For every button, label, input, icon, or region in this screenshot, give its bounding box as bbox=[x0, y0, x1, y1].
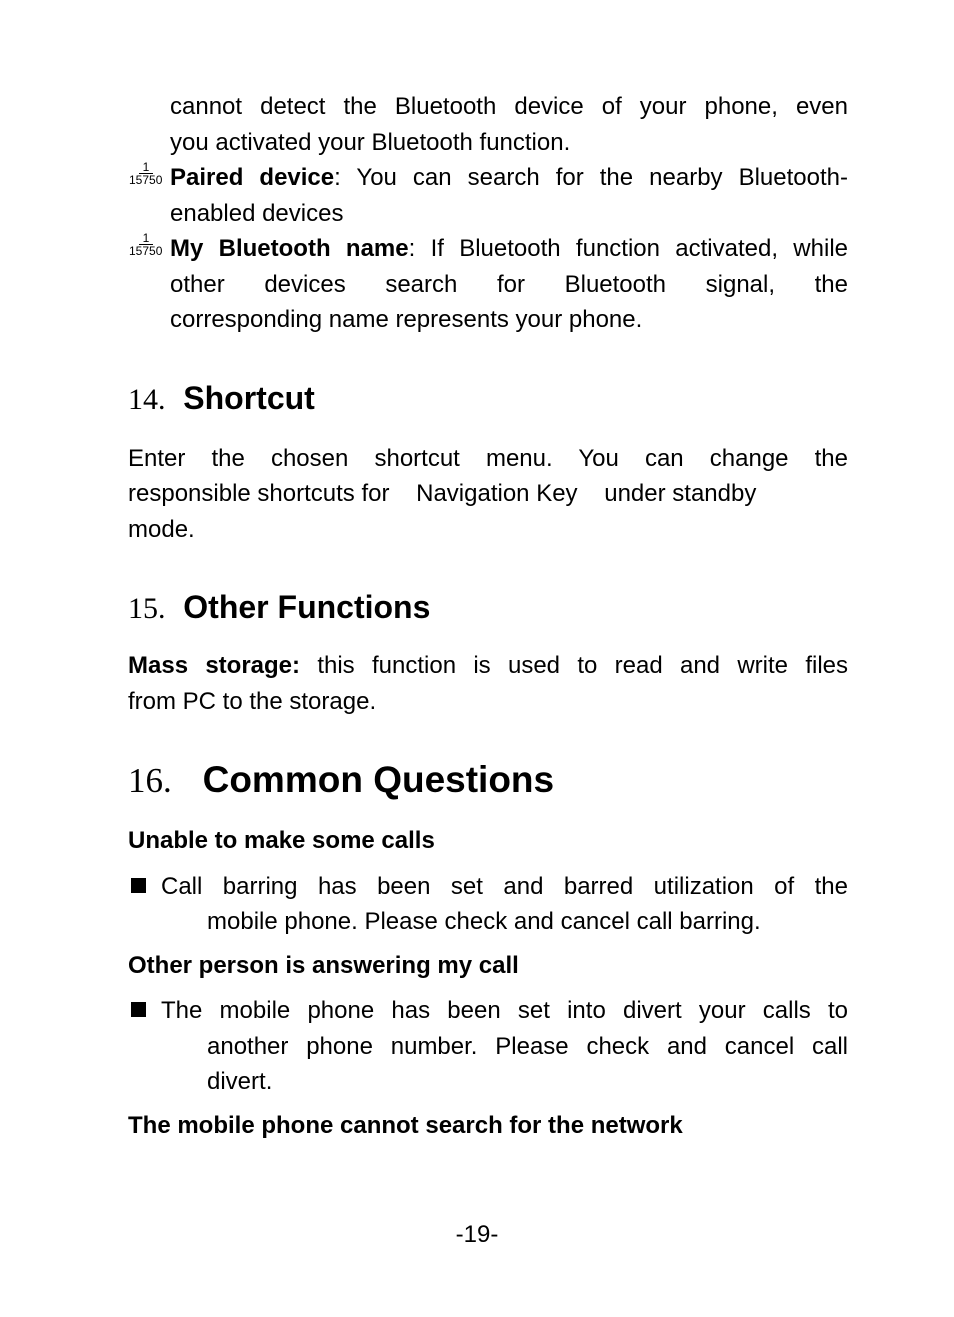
mass-storage-line-2: from PC to the storage. bbox=[128, 688, 377, 715]
question-2-heading: Other person is answering my call bbox=[128, 952, 519, 979]
answer-2-line-2: another phone number. Please check and cancel call bbox=[207, 1033, 848, 1060]
shortcut-line-3: mode. bbox=[128, 516, 195, 543]
section-14-heading: 14. Shortcut bbox=[128, 380, 315, 416]
answer-1-line-2: mobile phone. Please check and cancel call barring. bbox=[207, 908, 761, 935]
section-15-heading: 15. Other Functions bbox=[128, 589, 431, 625]
continued-line-1: cannot detect the Bluetooth device of your phone, even bbox=[170, 93, 848, 120]
shortcut-line-1: Enter the chosen shortcut menu. You can change the bbox=[128, 445, 848, 472]
bullet-square-icon bbox=[131, 1002, 146, 1017]
section-16-heading: 16. Common Questions bbox=[128, 759, 555, 800]
paired-device-line-1: Paired device: You can search for the nearby Bluetooth- bbox=[170, 164, 848, 191]
answer-1-line-1: Call barring has been set and barred utilization of the bbox=[161, 873, 848, 900]
bluetooth-name-line-3: corresponding name represents your phone. bbox=[170, 306, 643, 333]
question-1-heading: Unable to make some calls bbox=[128, 827, 435, 854]
mass-storage-line-1: Mass storage: this function is used to read and write files bbox=[128, 652, 848, 679]
page-number: -19- bbox=[455, 1221, 499, 1248]
continued-line-2: you activated your Bluetooth function. bbox=[170, 129, 571, 156]
fraction-marker-icon: $\frac{1}{15750}$ bbox=[129, 231, 163, 258]
answer-2-line-3: divert. bbox=[207, 1068, 273, 1095]
shortcut-line-2: responsible shortcuts for Navigation Key under standby bbox=[128, 480, 757, 507]
bluetooth-name-line-1: My Bluetooth name: If Bluetooth function activated, while bbox=[170, 235, 849, 262]
question-3-heading: The mobile phone cannot search for the network bbox=[128, 1112, 683, 1139]
bluetooth-name-term: My Bluetooth name bbox=[170, 235, 409, 262]
answer-2-line-1: The mobile phone has been set into divert your calls to bbox=[161, 997, 848, 1024]
mass-storage-term: Mass storage: bbox=[128, 652, 301, 679]
bullet-square-icon bbox=[131, 878, 146, 893]
paired-device-line-2: enabled devices bbox=[170, 200, 344, 227]
fraction-marker-icon: $\frac{1}{15750}$ bbox=[129, 160, 163, 187]
bluetooth-name-line-2: other devices search for Bluetooth signal, the bbox=[170, 271, 848, 298]
paired-device-term: Paired device bbox=[170, 164, 335, 191]
